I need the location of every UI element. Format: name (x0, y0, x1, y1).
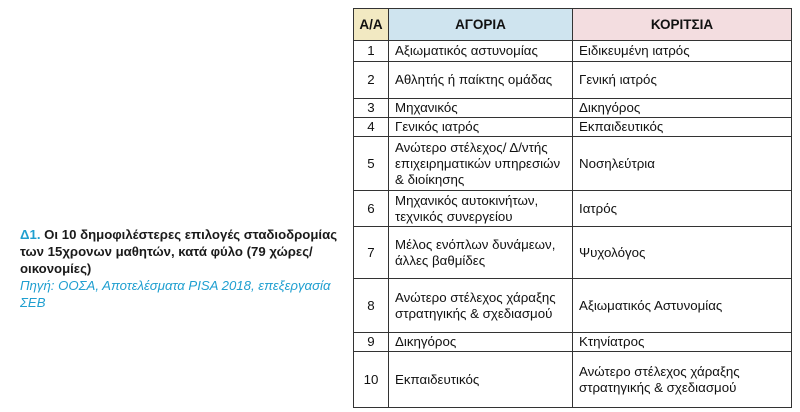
header-rank: Α/Α (354, 9, 389, 41)
table-row (354, 227, 792, 279)
boys-cell: Μέλος ενόπλων δυνάμεων, άλλες βαθμίδες (389, 227, 573, 279)
girls-cell: Αξιωματικός Αστυνομίας (573, 279, 792, 333)
table-row (354, 352, 792, 408)
boys-cell: Μηχανικός αυτοκινήτων, τεχνικός συνεργείου (389, 190, 573, 226)
caption-number: Δ1. (20, 227, 41, 242)
girls-cell: Ειδικευμένη ιατρός (573, 41, 792, 62)
table-row (354, 98, 792, 117)
table-row (354, 41, 792, 62)
table-row (354, 137, 792, 191)
boys-cell: Εκπαιδευτικός (389, 352, 573, 408)
caption-title: Οι 10 δημοφιλέστερες επιλογές σταδιοδρομίας των 15χρονων μαθητών, κατά φύλο (79 χώρες/οικονομίες) (20, 227, 338, 276)
rank-cell: 8 (354, 279, 389, 333)
career-choices-table (353, 8, 792, 408)
table-row (354, 62, 792, 98)
girls-cell: Γενική ιατρός (573, 62, 792, 98)
rank-cell: 9 (354, 332, 389, 351)
table-row (354, 332, 792, 351)
boys-cell: Αξιωματικός αστυνομίας (389, 41, 573, 62)
rank-cell: 7 (354, 227, 389, 279)
girls-cell: Εκπαιδευτικός (573, 118, 792, 137)
rank-cell: 5 (354, 137, 389, 191)
rank-cell: 3 (354, 98, 389, 117)
boys-cell: Δικηγόρος (389, 332, 573, 351)
caption-source: Πηγή: ΟΟΣΑ, Αποτελέσματα PISA 2018, επεξεργασία ΣΕΒ (20, 278, 331, 310)
table-row (354, 190, 792, 226)
girls-cell: Κτηνίατρος (573, 332, 792, 351)
girls-cell: Ανώτερο στέλεχος χάραξης στρατηγικής & σχεδιασμού (573, 352, 792, 408)
boys-cell: Μηχανικός (389, 98, 573, 117)
table-row (354, 118, 792, 137)
girls-cell: Ψυχολόγος (573, 227, 792, 279)
header-boys: ΑΓΟΡΙΑ (389, 9, 573, 41)
rank-cell: 4 (354, 118, 389, 137)
boys-cell: Ανώτερο στέλεχος χάραξης στρατηγικής & σχεδιασμού (389, 279, 573, 333)
rank-cell: 2 (354, 62, 389, 98)
rank-cell: 1 (354, 41, 389, 62)
girls-cell: Δικηγόρος (573, 98, 792, 117)
rank-cell: 6 (354, 190, 389, 226)
boys-cell: Ανώτερο στέλεχος/ Δ/ντής επιχειρηματικών υπηρεσιών & διοίκησης (389, 137, 573, 191)
boys-cell: Γενικός ιατρός (389, 118, 573, 137)
boys-cell: Αθλητής ή παίκτης ομάδας (389, 62, 573, 98)
table-row (354, 279, 792, 333)
girls-cell: Ιατρός (573, 190, 792, 226)
figure-caption (20, 226, 338, 311)
rank-cell: 10 (354, 352, 389, 408)
header-girls: ΚΟΡΙΤΣΙΑ (573, 9, 792, 41)
girls-cell: Νοσηλεύτρια (573, 137, 792, 191)
header-row (354, 9, 792, 41)
